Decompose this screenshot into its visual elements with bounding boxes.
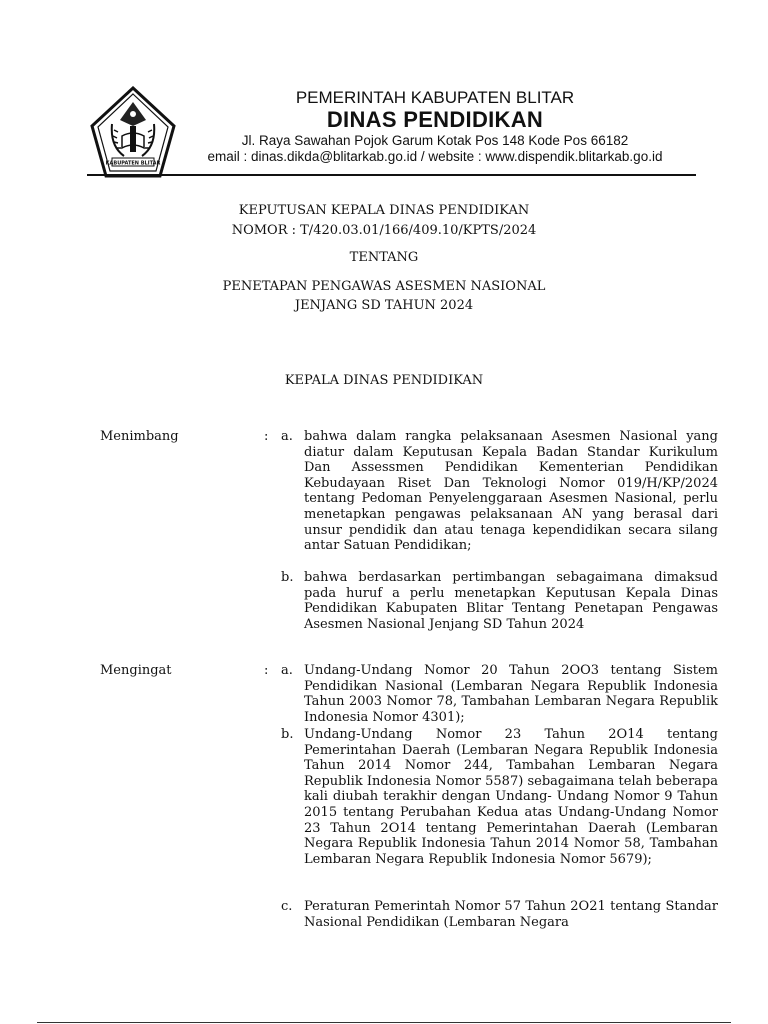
recalling-item-b-text: Undang-Undang Nomor 23 Tahun 2O14 tentang Pemerintahan Daerah (Lembaran Negara Republik Indonesia Tahun 2014 Nomor 244, Tambahan Lembaran Negara Republik Indonesia Nomor 5587) sebagaimana telah beberapa kali diubah terakhir dengan Undang- Undang Nomor 9 Tahun 2015 tentang Perubahan Kedua atas Undang-Undang Nomor 23 Tahun 2O14 tentang Pemerintahan Daerah (Lembaran Negara Republik Indonesia Tahun 2014 Nomor 58, Tambahan Lembaran Negara Republik Indonesia Nomor 5679); <box>304 727 718 867</box>
recalling-item-c-letter: c. <box>281 899 293 914</box>
government-name: PEMERINTAH KABUPATEN BLITAR <box>295 88 575 107</box>
decree-about: TENTANG <box>349 250 419 265</box>
decree-subject-line-1: PENETAPAN PENGAWAS ASESMEN NASIONAL <box>222 279 546 294</box>
decree-issuer: KEPALA DINAS PENDIDIKAN <box>284 373 484 388</box>
considering-colon: : <box>264 429 269 444</box>
svg-text:KABUPATEN BLITAR: KABUPATEN BLITAR <box>105 160 161 167</box>
considering-item-a-letter: a. <box>281 429 293 444</box>
recalling-colon: : <box>264 663 269 678</box>
department-name: DINAS PENDIDIKAN <box>326 107 544 132</box>
recalling-item-b-letter: b. <box>281 727 294 742</box>
considering-item-b-letter: b. <box>281 570 294 585</box>
decree-title: KEPUTUSAN KEPALA DINAS PENDIDIKAN <box>238 203 530 218</box>
recalling-item-c-text: Peraturan Pemerintah Nomor 57 Tahun 2O21 tentang Standar Nasional Pendidikan (Lembaran Negara <box>304 899 718 930</box>
office-address: Jl. Raya Sawahan Pojok Garum Kotak Pos 148 Kode Pos 66182 <box>241 133 629 148</box>
recalling-item-a-text: Undang-Undang Nomor 20 Tahun 2OO3 tentang Sistem Pendidikan Nasional (Lembaran Negara Republik Indonesia Tahun 2003 Nomor 78, Tambahan Lembaran Negara Republik Indonesia Nomor 4301); <box>304 663 718 725</box>
regency-crest-icon <box>90 86 176 180</box>
letterhead-divider <box>87 174 696 176</box>
considering-item-a-text: bahwa dalam rangka pelaksanaan Asesmen Nasional yang diatur dalam Keputusan Kepala Badan Standar Kurikulum Dan Assessmen Pendidikan Kementerian Pendidikan Kebudayaan Riset Dan Teknologi Nomor 019/H/KP/2024 tentang Pedoman Penyelenggaraan Asesmen Nasional, perlu menetapkan pengawas pelaksanaan AN yang berasal dari unsur pendidik dan atau tenaga kependidikan secara silang antar Satuan Pendidikan; <box>304 429 718 554</box>
page-bottom-edge <box>37 1022 731 1023</box>
decree-subject-line-2: JENJANG SD TAHUN 2024 <box>294 298 474 313</box>
decree-number: NOMOR : T/420.03.01/166/409.10/KPTS/2024 <box>231 223 537 238</box>
contact-line: email : dinas.dikda@blitarkab.go.id / website : www.dispendik.blitarkab.go.id <box>207 149 663 164</box>
recalling-label: Mengingat <box>100 663 172 678</box>
considering-item-b-text: bahwa berdasarkan pertimbangan sebagaimana dimaksud pada huruf a perlu menetapkan Keputusan Kepala Dinas Pendidikan Kabupaten Blitar Tentang Penetapan Pengawas Asesmen Nasional Jenjang SD Tahun 2024 <box>304 570 718 632</box>
considering-label: Menimbang <box>100 429 179 444</box>
recalling-item-a-letter: a. <box>281 663 293 678</box>
